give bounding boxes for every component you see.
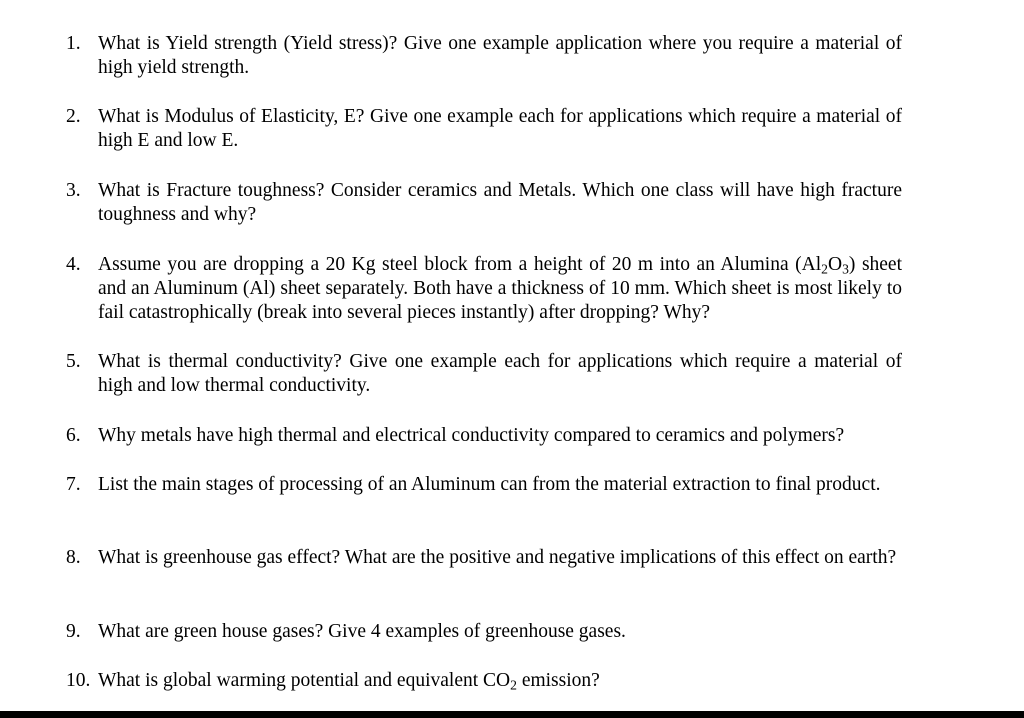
question-text: What is Modulus of Elasticity, E? Give one example each for applications which require a material of high E and low E. [98,106,902,151]
question-number: 7. [66,474,81,495]
question-number: 10. [66,670,91,691]
question-10 [66,669,902,693]
question-number: 1. [66,33,81,54]
question-9 [66,620,902,644]
question-text [98,253,902,325]
question-text [98,669,902,693]
question-8 [66,546,902,570]
question-number: 8. [66,547,81,568]
question-text-part: What is global warming potential and equivalent CO [98,670,511,691]
question-text: List the main stages of processing of an Aluminum can from the material extraction to final product. [98,474,881,495]
question-number: 6. [66,425,81,446]
question-2 [66,105,902,153]
subscript: 2 [510,677,517,693]
question-text-part: emission? [516,670,600,691]
question-text: Why metals have high thermal and electrical conductivity compared to ceramics and polymers? [98,425,845,446]
question-text: What is greenhouse gas effect? What are the positive and negative implications of this effect on earth? [98,547,897,568]
subscript: 3 [842,261,849,277]
question-3 [66,179,902,227]
question-text: What is thermal conductivity? Give one example each for applications which require a material of high and low thermal conductivity. [98,351,902,396]
question-number: 2. [66,106,81,127]
question-number: 9. [66,621,81,642]
subscript: 2 [821,261,828,277]
question-6 [66,424,902,448]
question-text-part: ) sheet and an Aluminum (Al) sheet separately. Both have a thickness of 10 mm. Which sheet is most likely to fail catastrophically (break into several pieces instantly) after dropping? Why? [98,254,903,323]
question-7 [66,473,902,497]
question-number: 5. [66,351,81,372]
question-4 [66,253,902,325]
bottom-divider [0,711,1024,718]
question-text: What are green house gases? Give 4 examples of greenhouse gases. [98,621,626,642]
question-1 [66,32,902,80]
question-5 [66,350,902,398]
question-text: What is Fracture toughness? Consider ceramics and Metals. Which one class will have high fracture toughness and why? [98,180,902,225]
question-text: What is Yield strength (Yield stress)? Give one example application where you require a material of high yield strength. [98,33,902,78]
question-text-part: O [827,254,843,275]
question-text-part: Assume you are dropping a 20 Kg steel block from a height of 20 m into an Alumina (Al [98,254,822,275]
question-number: 4. [66,254,81,275]
question-number: 3. [66,180,81,201]
